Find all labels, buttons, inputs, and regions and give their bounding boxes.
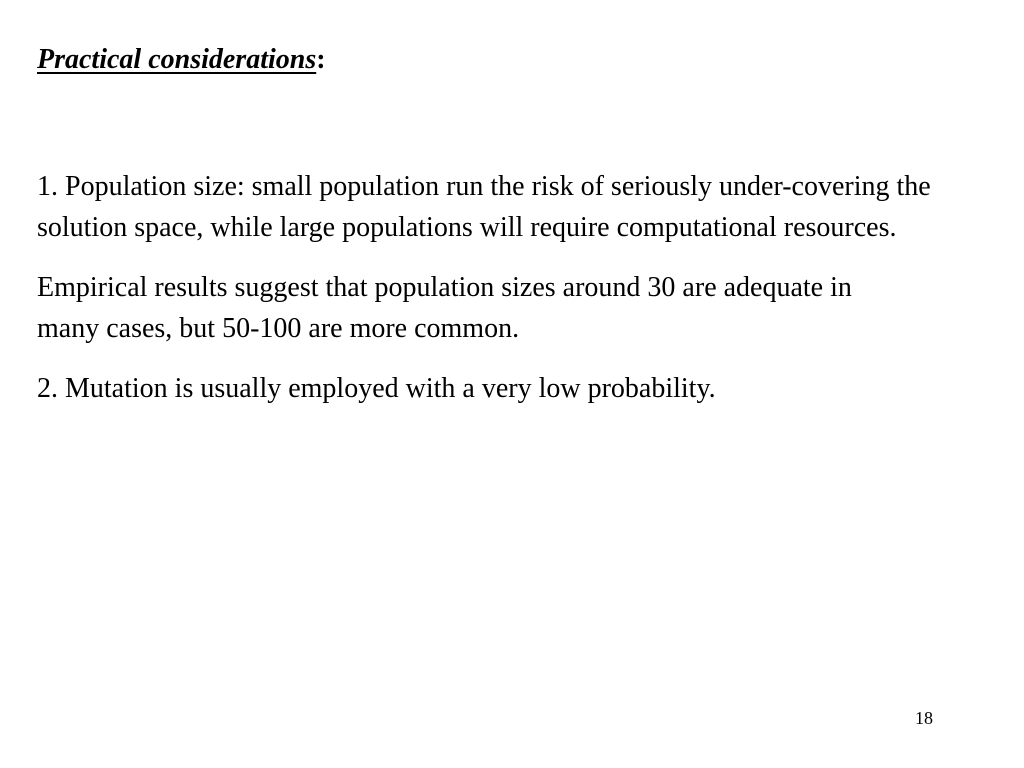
slide-title-text: Practical considerations [37,44,317,75]
slide-title-colon: : [316,44,326,75]
slide-title [37,42,326,78]
slide-body [37,166,997,428]
paragraph-empirical-results: Empirical results suggest that population sizes around 30 are adequate in many cases, but 50-100 are more common. [37,272,852,344]
paragraph-mutation: 2. Mutation is usually employed with a very low probability. [37,373,716,404]
paragraph-population-size: 1. Population size: small population run the risk of seriously under-covering the solution space, while large populations will require computational resources. [37,171,931,243]
page-number: 18 [915,708,933,728]
